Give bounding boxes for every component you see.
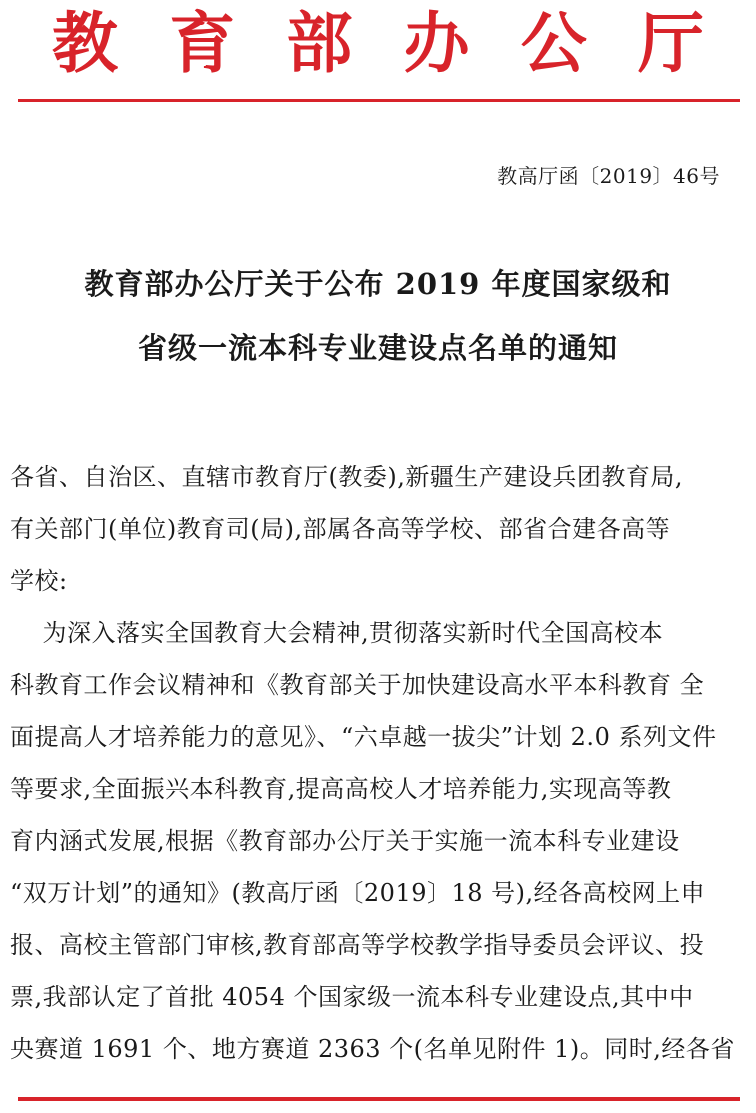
document-title-line-2: 省级一流本科专业建设点名单的通知 [137, 331, 618, 365]
body-line: 科教育工作会议精神和《教育部关于加快建设高水平本科教育 全 [10, 671, 705, 699]
body-line: 育内涵式发展,根据《教育部办公厅关于实施一流本科专业建设 [10, 827, 680, 855]
body-line: 央赛道 1691 个、地方赛道 2363 个(名单见附件 1)。同时,经各省 [10, 1035, 735, 1063]
body-line: 各省、自治区、直辖市教育厅(教委),新疆生产建设兵团教育局, [10, 463, 683, 491]
body-line: 面提高人才培养能力的意见》、“六卓越一拔尖”计划 2.0 系列文件 [10, 723, 717, 751]
masthead [40, 6, 716, 82]
body-line: 票,我部认定了首批 4054 个国家级一流本科专业建设点,其中中 [10, 983, 694, 1011]
body-line: 为深入落实全国教育大会精神,贯彻落实新时代全国高校本 [10, 619, 664, 647]
masthead-char: 教 [52, 5, 118, 82]
masthead-red-rule [18, 99, 740, 102]
masthead-char: 厅 [637, 5, 704, 82]
masthead-char: 育 [169, 5, 236, 82]
document-title-line-1: 教育部办公厅关于公布 2019 年度国家级和 [84, 267, 672, 301]
masthead-char: 办 [403, 5, 470, 82]
masthead-char: 公 [520, 5, 587, 82]
body-line: 等要求,全面振兴本科教育,提高高校人才培养能力,实现高等教 [10, 775, 672, 803]
body-line: 有关部门(单位)教育司(局),部属各高等学校、部省合建各高等 [10, 515, 671, 543]
footer-red-rule [18, 1097, 740, 1101]
body-line: 报、高校主管部门审核,教育部高等学校教学指导委员会评议、投 [10, 931, 705, 959]
body-line: “双万计划”的通知》(教高厅函〔2019〕18 号),经各高校网上申 [10, 879, 706, 907]
document-number: 教高厅函〔2019〕46号 [497, 164, 720, 188]
body-line: 学校: [10, 567, 68, 595]
masthead-char: 部 [286, 5, 353, 82]
